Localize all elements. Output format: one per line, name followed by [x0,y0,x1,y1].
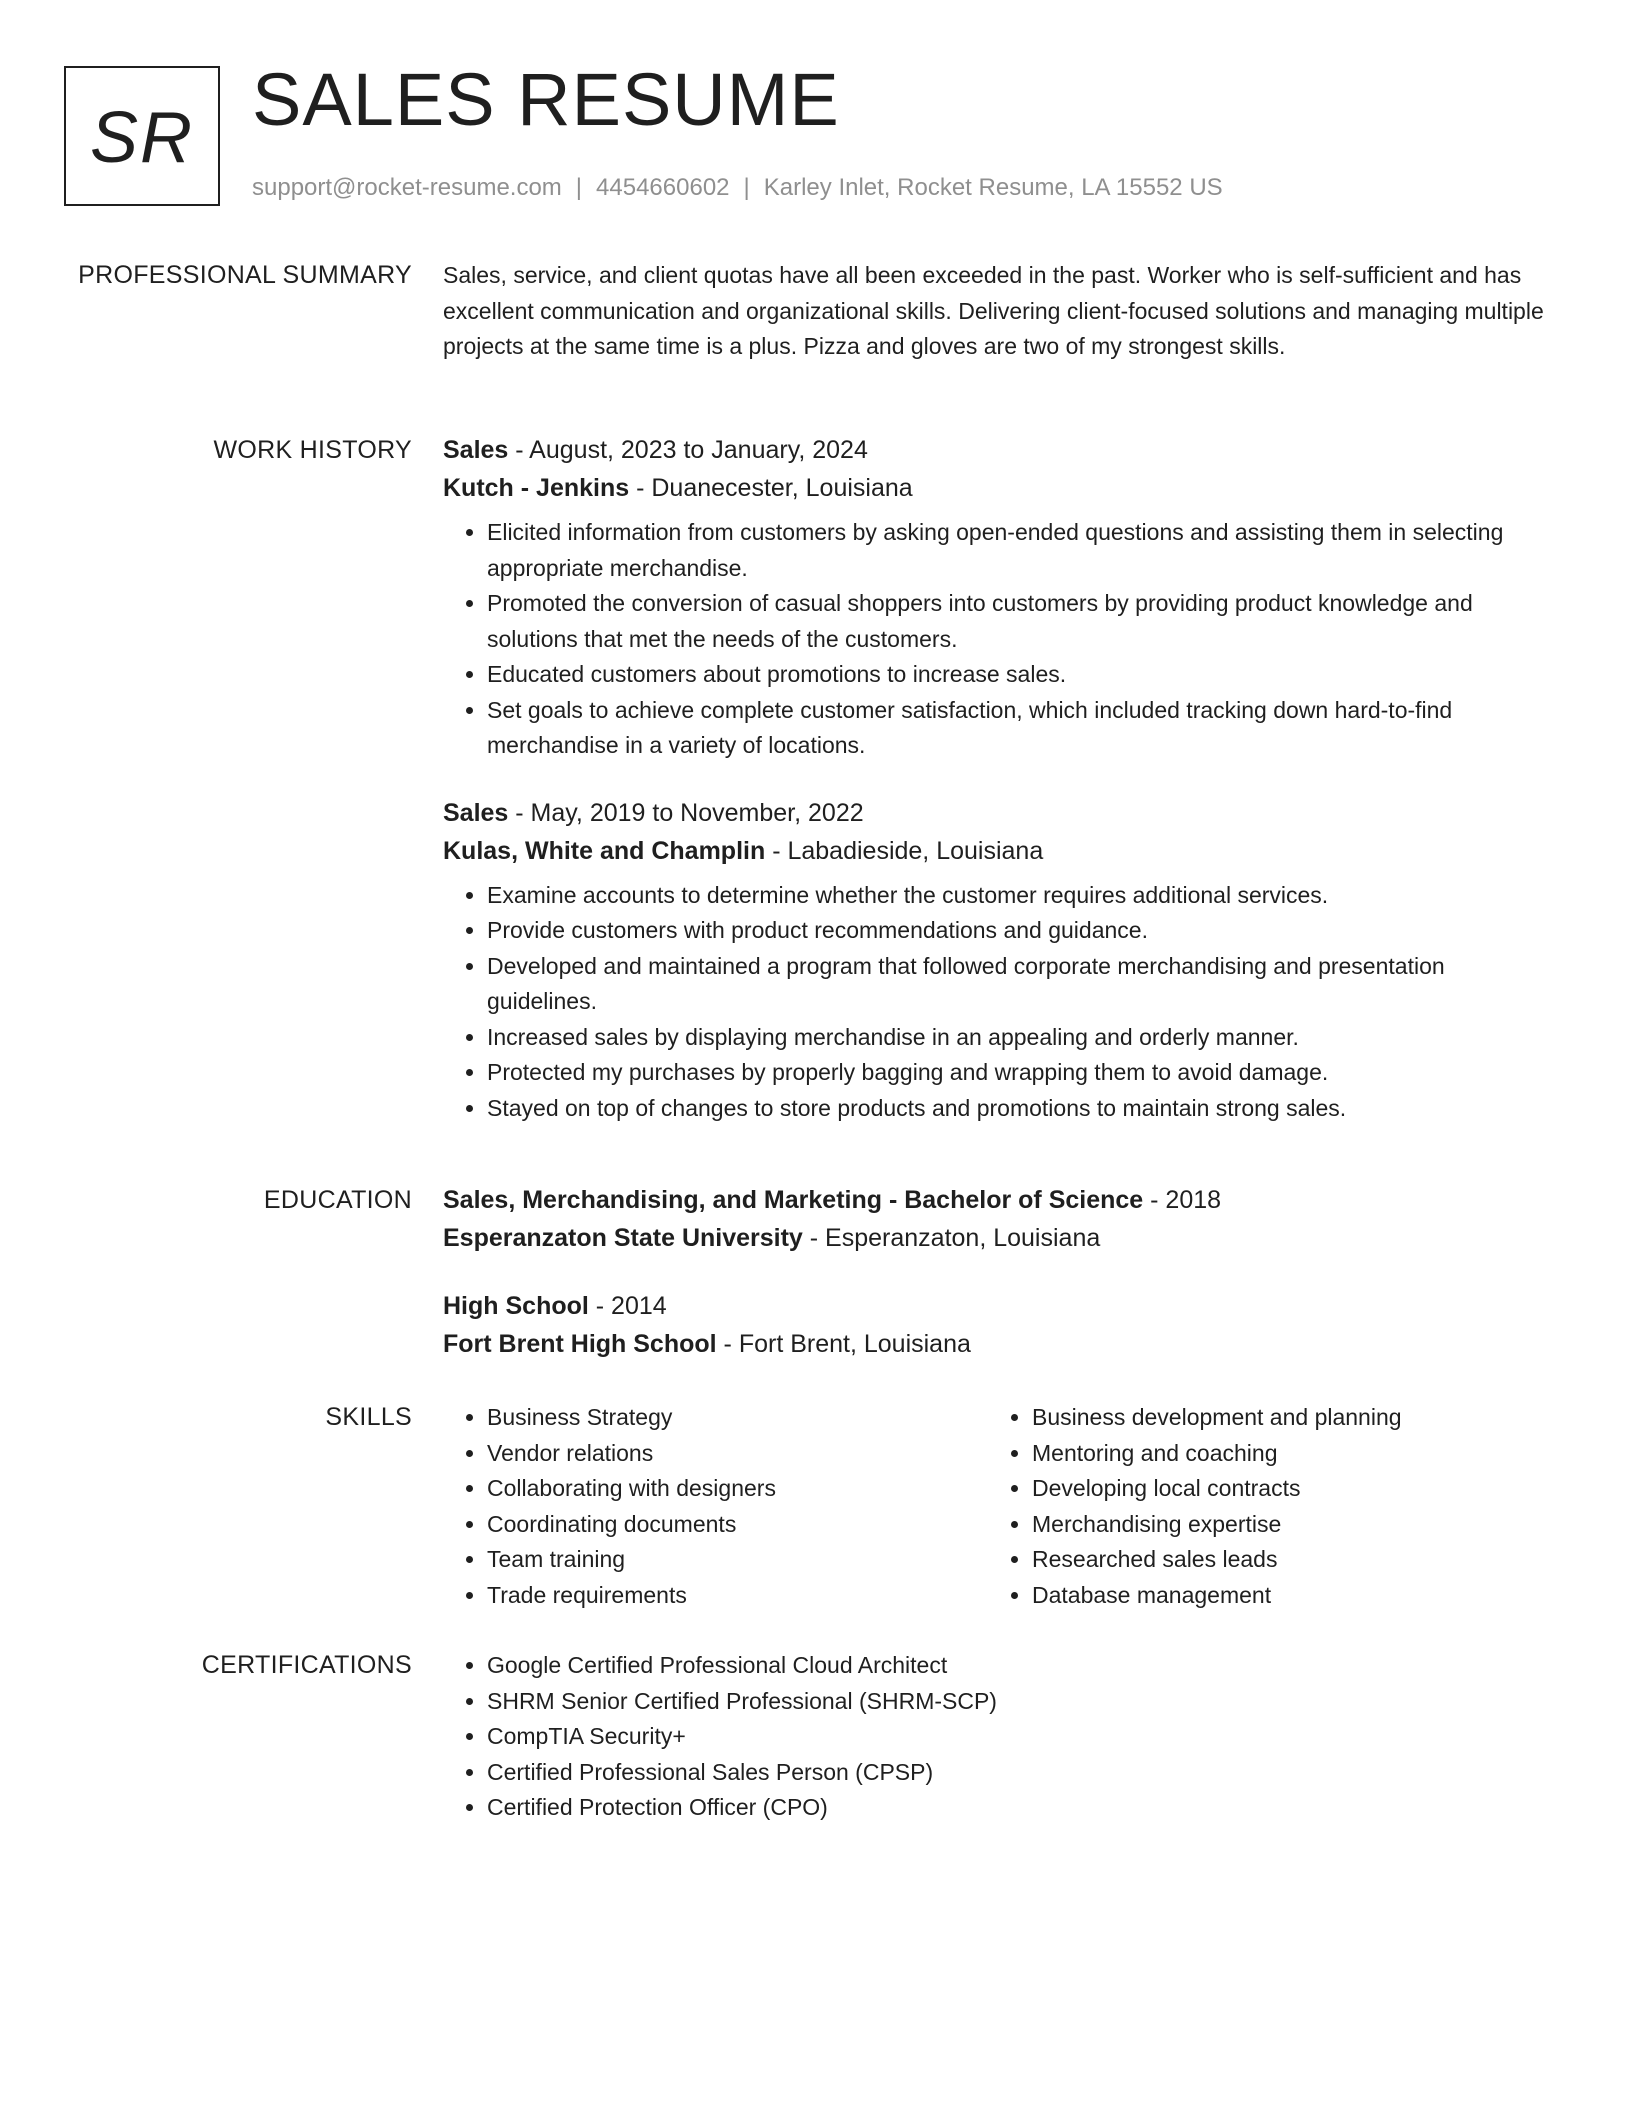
certification-item: • Certified Professional Sales Person (CPSP) [487,1755,1553,1791]
certification-item: • SHRM Senior Certified Professional (SHRM-SCP) [487,1684,1553,1720]
skill-item: • Coordinating documents [487,1507,988,1543]
job-bullet: • Examine accounts to determine whether the customer requires additional services. [487,878,1553,914]
contact-address: Karley Inlet, Rocket Resume, LA 15552 US [763,174,1223,201]
contact-separator: | [575,174,583,201]
job-entry [443,431,1553,764]
skill-item: • Business Strategy [487,1400,988,1436]
education-entry [443,1181,1553,1257]
skills-column-left [443,1400,988,1613]
job-dates: - August, 2023 to January, 2024 [508,436,868,464]
education-entry [443,1287,1553,1363]
skills-list [443,1400,988,1613]
skills-column-right [988,1400,1533,1613]
skills-grid [443,1400,1553,1613]
education-body [443,1181,1553,1393]
education-location: - Fort Brent, Louisiana [716,1330,971,1358]
resume-title: SALES RESUME [252,58,840,141]
skills-body [443,1400,1553,1613]
education-year: - 2018 [1143,1186,1222,1214]
job-bullet: • Elicited information from customers by asking open-ended questions and assisting them in selecting appropriate merchandise. [487,515,1553,586]
skill-item: • Team training [487,1542,988,1578]
skill-item: • Vendor relations [487,1436,988,1472]
job-company-line [443,469,1553,507]
skills-list [988,1400,1533,1613]
contact-line [252,173,1223,203]
job-company-line [443,832,1553,870]
certifications-label: CERTIFICATIONS [201,1651,412,1679]
certification-item: • Certified Protection Officer (CPO) [487,1790,1553,1826]
job-bullet: • Provide customers with product recommendations and guidance. [487,913,1553,949]
education-degree: Sales, Merchandising, and Marketing - Bachelor of Science [443,1186,1144,1214]
skill-item: • Business development and planning [1032,1400,1533,1436]
skill-item: • Collaborating with designers [487,1471,988,1507]
monogram-initials: SR [89,98,195,178]
job-company: Kutch - Jenkins [443,474,630,502]
job-location: - Duanecester, Louisiana [629,474,913,502]
job-bullet: • Educated customers about promotions to increase sales. [487,657,1553,693]
education-school-line [443,1325,1553,1363]
skill-item: • Database management [1032,1578,1533,1614]
job-bullet: • Protected my purchases by properly bagging and wrapping them to avoid damage. [487,1055,1553,1091]
skill-item: • Developing local contracts [1032,1471,1533,1507]
skill-item: • Merchandising expertise [1032,1507,1533,1543]
skill-item: • Trade requirements [487,1578,988,1614]
work-body [443,431,1553,1156]
job-title-line [443,794,1553,832]
education-school: Fort Brent High School [443,1330,717,1358]
education-school-line [443,1219,1553,1257]
job-bullets [443,878,1553,1127]
skill-item: • Mentoring and coaching [1032,1436,1533,1472]
job-location: - Labadieside, Louisiana [765,836,1044,865]
job-entry [443,794,1553,1127]
job-bullet: • Increased sales by displaying merchandise in an appealing and orderly manner. [487,1020,1553,1056]
work-label: WORK HISTORY [213,436,412,464]
job-company: Kulas, White and Champlin [443,836,766,865]
contact-separator: | [743,174,750,201]
job-dates: - May, 2019 to November, 2022 [508,798,864,827]
job-bullet: • Developed and maintained a program that followed corporate merchandising and presentation guidelines. [487,949,1553,1020]
monogram-box [64,66,220,206]
summary-body [443,258,1553,365]
job-bullet: • Stayed on top of changes to store products and promotions to maintain strong sales. [487,1091,1553,1127]
skill-item: • Researched sales leads [1032,1542,1533,1578]
contact-email: support@rocket-resume.com [252,174,562,201]
certification-item: • CompTIA Security+ [487,1719,1553,1755]
summary-label: PROFESSIONAL SUMMARY [78,261,412,289]
job-bullet: • Set goals to achieve complete customer satisfaction, which included tracking down hard-to-find merchandise in a variety of locations. [487,693,1553,764]
summary-text: Sales, service, and client quotas have all been exceeded in the past. Worker who is self-sufficient and has excellent communication and organizational skills. Delivering client-focused solutions and managing multiple projects at the same time is a plus. Pizza and gloves are two of my strongest skills. [443,262,1544,359]
skills-label: SKILLS [325,1403,412,1431]
job-title-line [443,431,1553,469]
certifications-body [443,1648,1553,1826]
job-bullets [443,515,1553,764]
education-degree-line [443,1287,1553,1325]
certifications-list [443,1648,1553,1826]
job-title: Sales [443,798,509,827]
job-title: Sales [443,436,509,464]
education-year: - 2014 [588,1292,667,1320]
certification-item: • Google Certified Professional Cloud Architect [487,1648,1553,1684]
education-school: Esperanzaton State University [443,1224,803,1252]
education-label: EDUCATION [263,1186,412,1214]
job-bullet: • Promoted the conversion of casual shoppers into customers by providing product knowledge and solutions that met the needs of the customers. [487,586,1553,657]
education-degree-line [443,1181,1553,1219]
education-location: - Esperanzaton, Louisiana [802,1224,1101,1252]
contact-phone: 4454660602 [596,174,730,201]
education-degree: High School [443,1292,589,1320]
